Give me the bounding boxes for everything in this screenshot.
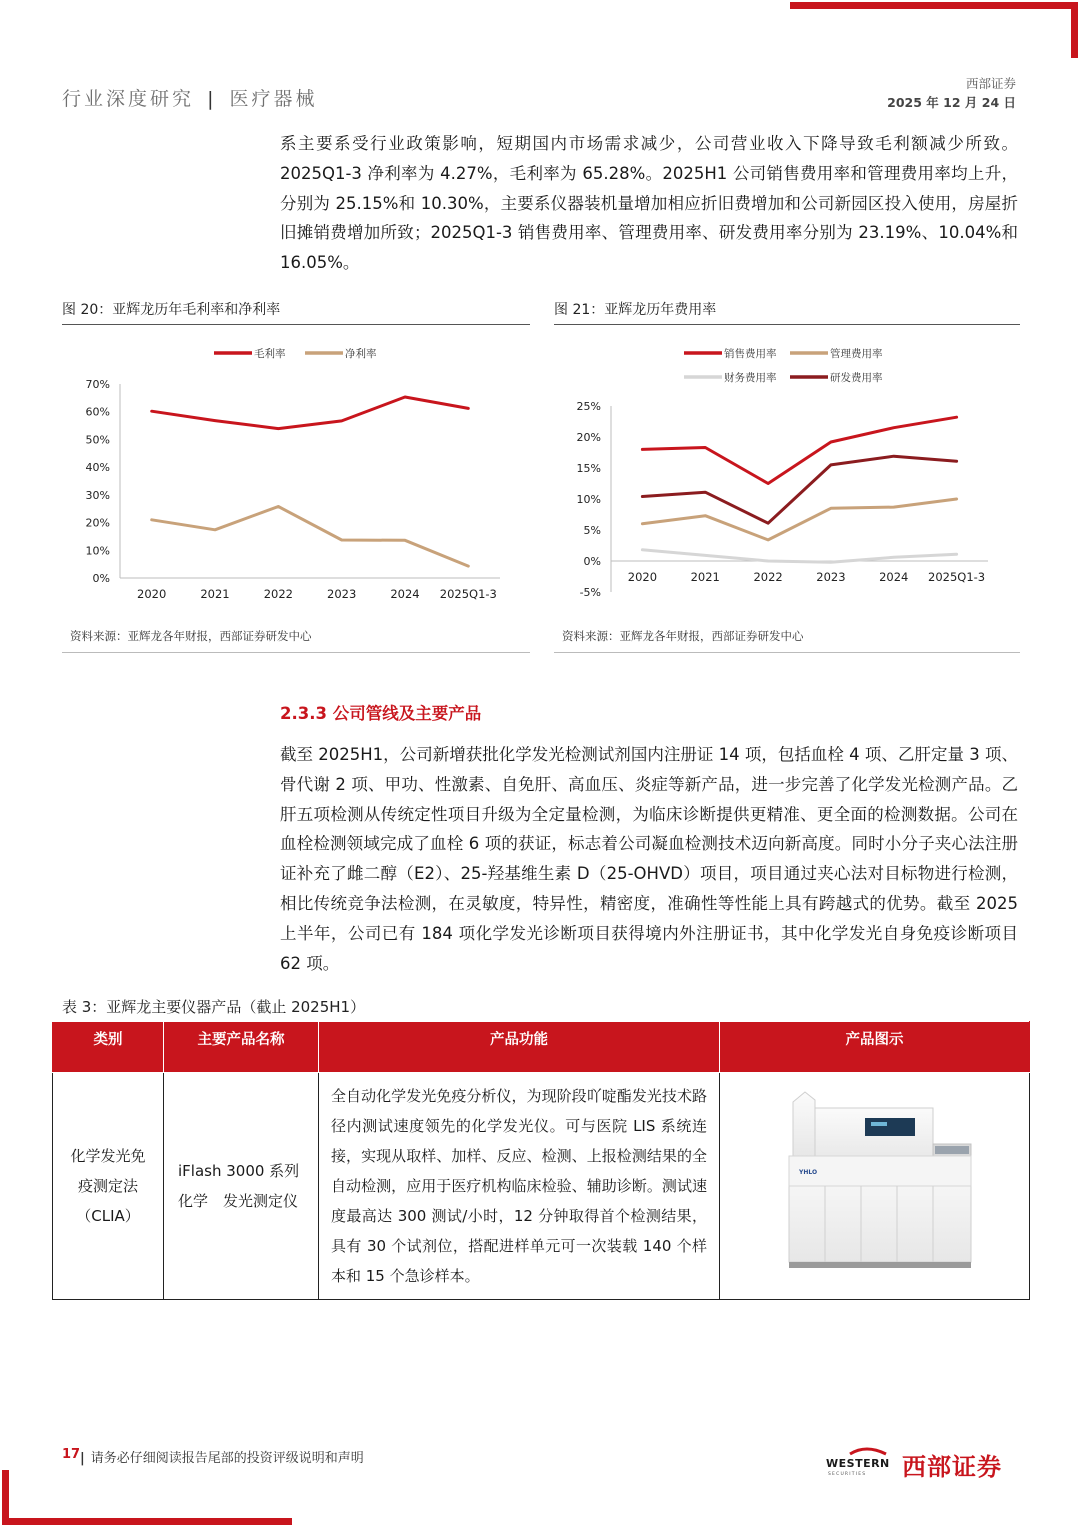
y-tick-label: 25% <box>576 400 601 413</box>
x-tick-label: 2025Q1-3 <box>439 587 497 601</box>
category-line-1: 化学发光免 <box>70 1147 146 1165</box>
series-line-1 <box>642 417 956 483</box>
x-tick-label: 2021 <box>690 570 720 584</box>
data-point <box>641 523 643 525</box>
category-line-3: （CLIA） <box>76 1207 140 1225</box>
corner-frame-left <box>2 1470 9 1525</box>
report-category <box>62 84 318 111</box>
y-tick-label: 10% <box>576 493 601 506</box>
logo-mark <box>826 1446 906 1478</box>
company-logo <box>826 1446 1016 1481</box>
data-point <box>767 522 769 524</box>
cell-product-name <box>164 1073 319 1300</box>
x-tick-label: 2024 <box>390 587 420 601</box>
y-tick-label: 0% <box>92 572 110 585</box>
series-line-4 <box>642 456 956 523</box>
data-point <box>767 482 769 484</box>
y-tick-label: 10% <box>85 544 110 558</box>
data-point <box>893 556 895 558</box>
data-point <box>830 561 832 563</box>
legend-label: 财务费用率 <box>724 372 777 384</box>
y-tick-label: 60% <box>85 405 110 419</box>
analyzer-device-illustration <box>775 1086 975 1276</box>
section-title: 2.3.3 公司管线及主要产品 <box>280 704 482 723</box>
series-line-2 <box>642 499 956 540</box>
data-point <box>955 553 957 555</box>
x-tick-label: 2023 <box>327 587 357 601</box>
data-point <box>704 554 706 556</box>
header-product-name: 主要产品名称 <box>164 1022 319 1073</box>
table-row <box>53 1073 1030 1300</box>
table-header-row <box>53 1022 1030 1073</box>
logo-cn: 西部证券 <box>902 1453 1002 1481</box>
data-point <box>830 464 832 466</box>
category-line-2: 疫测定法 <box>77 1177 138 1195</box>
data-point <box>893 455 895 457</box>
y-tick-label: 30% <box>85 488 110 502</box>
page-number: 17 <box>62 1447 81 1462</box>
data-point <box>340 420 342 422</box>
figure-21-source: 资料来源：亚辉龙各年财报，西部证券研发中心 <box>562 629 804 643</box>
corner-frame-top <box>790 2 1078 9</box>
screen-icon <box>865 1118 915 1136</box>
legend-label: 净利率 <box>345 348 377 360</box>
y-tick-label: -5% <box>579 586 601 599</box>
data-point <box>893 506 895 508</box>
data-point <box>955 498 957 500</box>
legend-label: 毛利率 <box>254 348 286 360</box>
x-tick-label: 2022 <box>753 570 783 584</box>
chart-expense-ratios <box>554 330 1020 620</box>
y-tick-label: 70% <box>85 378 110 391</box>
report-industry: 医疗器械 <box>229 88 318 110</box>
y-tick-label: 5% <box>583 524 601 537</box>
footer-notice: | 请务必仔细阅读报告尾部的投资评级说明和声明 <box>80 1451 364 1466</box>
x-tick-label: 2024 <box>879 570 909 584</box>
report-type: 行业深度研究 <box>62 88 195 110</box>
data-point <box>830 441 832 443</box>
device-brand-label: YHLO <box>798 1169 817 1176</box>
header-function: 产品功能 <box>319 1022 720 1073</box>
series-line-2 <box>152 507 469 567</box>
data-point <box>893 427 895 429</box>
cell-product-image <box>720 1073 1030 1300</box>
figure-20-bottom-rule <box>62 652 530 653</box>
legend-label: 管理费用率 <box>830 348 883 360</box>
data-point <box>955 416 957 418</box>
header-date: 2025 年 12 月 24 日 <box>887 95 1016 110</box>
data-point <box>955 460 957 462</box>
figure-21-bottom-rule <box>554 652 1020 653</box>
header-separator: | <box>207 88 217 110</box>
data-point <box>641 549 643 551</box>
footer-notice-text: 请务必仔细阅读报告尾部的投资评级说明和声明 <box>90 1451 364 1466</box>
data-point <box>467 565 469 567</box>
data-point <box>277 505 279 507</box>
product-table <box>52 1021 1030 1300</box>
data-point <box>704 446 706 448</box>
chart-gross-net-margin <box>62 330 530 620</box>
header-meta <box>887 74 1016 112</box>
x-tick-label: 2025Q1-3 <box>928 570 986 584</box>
figure-21-rule <box>554 324 1020 325</box>
data-point <box>150 519 152 521</box>
intro-paragraph: 系主要系受行业政策影响，短期国内市场需求减少，公司营业收入下降导致毛利额减少所致。2025Q1-3 净利率为 4.27%，毛利率为 65.28%。2025H1 公司销售费用率和管理费用率均上升，分别为 25.15%和 10.30%，主要系仪器装机量增加相应折旧费增加和公司新园区投入使用，房屋折旧摊销费增加所致；2025Q1-3 销售费用率、管理费用率、研发费用率分别为 23.19%、10.04%和 16.05%。 <box>280 134 1018 273</box>
corner-frame-bottom <box>2 1518 292 1525</box>
data-point <box>704 491 706 493</box>
data-point <box>404 539 406 541</box>
series-line-1 <box>152 397 469 429</box>
header-category: 类别 <box>53 1022 164 1073</box>
x-tick-label: 2022 <box>263 587 293 601</box>
y-tick-label: 15% <box>576 462 601 475</box>
data-point <box>214 419 216 421</box>
data-point <box>767 560 769 562</box>
logo-en: WESTERN <box>826 1457 890 1470</box>
cell-category <box>53 1073 164 1300</box>
y-tick-label: 50% <box>85 433 110 447</box>
y-tick-label: 40% <box>85 461 110 475</box>
logo-en-sub: SECURITIES <box>828 1472 867 1477</box>
figure-21-caption: 图 21：亚辉龙历年费用率 <box>554 302 717 318</box>
y-tick-label: 20% <box>576 431 601 444</box>
figure-20-rule <box>62 324 530 325</box>
x-tick-label: 2023 <box>816 570 846 584</box>
series-line-3 <box>642 550 956 562</box>
data-point <box>467 407 469 409</box>
data-point <box>767 539 769 541</box>
x-tick-label: 2020 <box>137 587 167 601</box>
data-point <box>830 507 832 509</box>
corner-frame-right <box>1071 2 1078 58</box>
data-point <box>340 539 342 541</box>
data-point <box>404 396 406 398</box>
figure-20-source: 资料来源：亚辉龙各年财报，西部证券研发中心 <box>70 629 312 643</box>
data-point <box>704 515 706 517</box>
x-tick-label: 2021 <box>200 587 230 601</box>
data-point <box>214 529 216 531</box>
data-point <box>150 410 152 412</box>
data-point <box>277 427 279 429</box>
header-image: 产品图示 <box>720 1022 1030 1073</box>
figure-20-caption: 图 20：亚辉龙历年毛利率和净利率 <box>62 302 281 318</box>
cell-function: 全自动化学发光免疫分析仪，为现阶段吖啶酯发光技术路径内测试速度领先的化学发光仪。可与医院 LIS 系统连接，实现从取样、加样、反应、检测、上报检测结果的全自动检测，应用于医疗机构临床检验、辅助诊断。测试速度最高达 300 测试/小时，12 分钟取得首个检测结果，具有 30 个试剂位，搭配进样单元可一次装载 140 个样本和 15 个急诊样本。 <box>319 1073 720 1300</box>
product-name-line-1: iFlash 3000 系列 <box>178 1162 300 1180</box>
header-company: 西部证券 <box>965 76 1016 91</box>
x-tick-label: 2020 <box>627 570 658 584</box>
legend-label: 研发费用率 <box>830 372 883 384</box>
legend-label: 销售费用率 <box>724 348 777 360</box>
y-tick-label: 0% <box>583 555 601 568</box>
data-point <box>641 495 643 497</box>
table-caption: 表 3：亚辉龙主要仪器产品（截止 2025H1） <box>62 998 366 1016</box>
data-point <box>641 448 643 450</box>
product-name-line-2: 化学 发光测定仪 <box>178 1192 299 1210</box>
y-tick-label: 20% <box>85 516 110 530</box>
body-paragraph: 截至 2025H1，公司新增获批化学发光检测试剂国内注册证 14 项，包括血栓 4 项、乙肝定量 3 项、骨代谢 2 项、甲功、性激素、自免肝、高血压、炎症等新产品，进一步完善了化学发光检测产品。乙肝五项检测从传统定性项目升级为全定量检测，为临床诊断提供更精准、更全面的检测数据。公司在血栓检测领域完成了血栓 6 项的获证，标志着公司凝血检测技术迈向新高度。同时小分子夹心法注册证补充了雌二醇（E2）、25-羟基维生素 D（25-OHVD）项目，项目通过夹心法对目标物进行检测，相比传统竞争法检测，在灵敏度，特异性，精密度，准确性等性能上具有跨越式的优势。截至 2025 上半年，公司已有 184 项化学发光诊断项目获得境内外注册证书，其中化学发光自身免疫诊断项目 62 项。 <box>280 745 1018 973</box>
